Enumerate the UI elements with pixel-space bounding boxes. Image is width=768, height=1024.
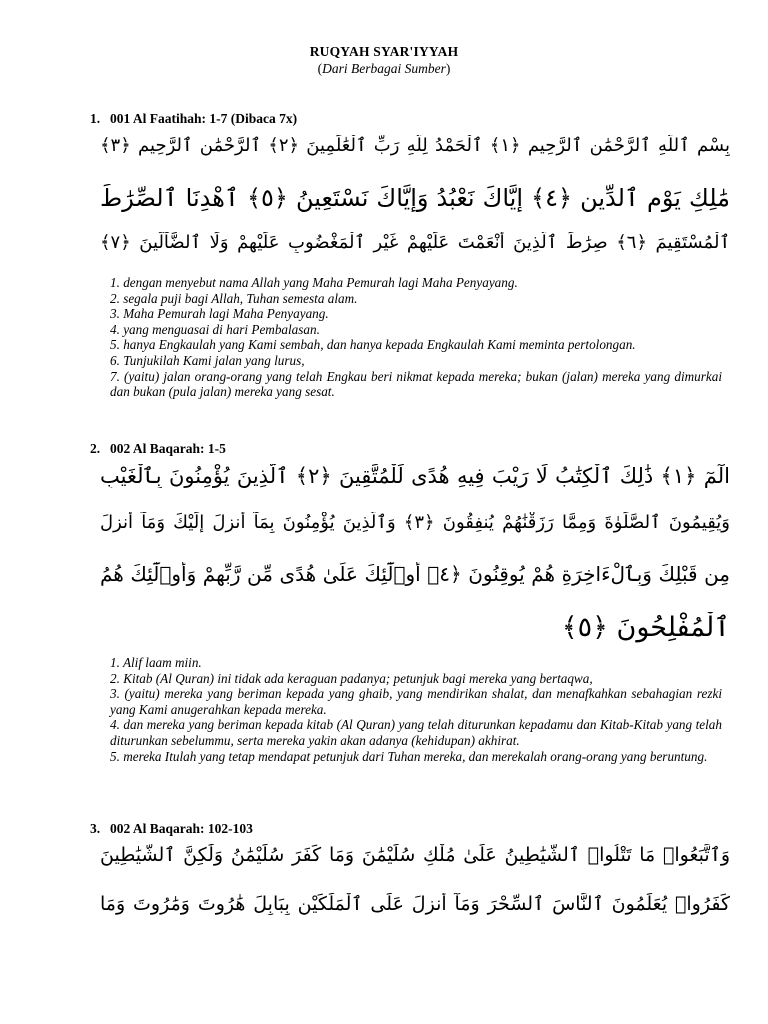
arabic-line: مِن قَبْلِكَ وَبِٱلْءَاخِرَةِ هُمْ يُوقِنُونَ ﴿٤﴾ أُو۟لَٰٓئِكَ عَلَىٰ هُدًى مِّن رَّبِّهِمْ وَأُو۟لَٰٓئِكَ هُمُ	[100, 562, 730, 586]
translation-line: 2. Kitab (Al Quran) ini tidak ada keraguan padanya; petunjuk bagi mereka yang bertaqwa,	[110, 670, 593, 686]
translation-block	[110, 655, 722, 764]
arabic-line: كَفَرُوا۟ يُعَلِّمُونَ ٱلنَّاسَ ٱلسِّحْرَ وَمَآ أُنزِلَ عَلَى ٱلْمَلَكَيْنِ بِبَابِلَ هَٰرُوتَ وَمَٰرُوتَ وَمَا	[100, 893, 730, 915]
section-title: 002 Al Baqarah: 102-103	[110, 821, 253, 836]
arabic-line: ٱلْمُسْتَقِيمَ ﴿٦﴾ صِرَٰطَ ٱلَّذِينَ أَنْعَمْتَ عَلَيْهِمْ غَيْرِ ٱلْمَغْضُوبِ عَلَيْهِمْ وَلَا ٱلضَّآلِّينَ ﴿٧﴾	[100, 232, 730, 253]
subtitle-close: )	[445, 61, 451, 76]
section-heading	[90, 111, 297, 127]
translation-line: 3. Maha Pemurah lagi Maha Penyayang.	[110, 306, 329, 322]
translation-line: 1. dengan menyebut nama Allah yang Maha Pemurah lagi Maha Penyayang.	[110, 275, 518, 290]
translation-line: 1. Alif laam miin.	[110, 655, 202, 670]
subtitle-open: (	[317, 61, 323, 76]
section-heading	[90, 821, 253, 837]
section-number: 2.	[90, 441, 101, 456]
translation-line: 3. (yaitu) mereka yang beriman kepada yang ghaib, yang mendirikan shalat, dan menafkahkan sebahagian rezki yang Kami anugerahkan kepada mereka.	[110, 686, 722, 717]
arabic-line: ٱلْمُفْلِحُونَ ﴿٥﴾	[561, 612, 730, 643]
arabic-line: الٓمٓ ﴿١﴾ ذَٰلِكَ ٱلْكِتَٰبُ لَا رَيْبَ فِيهِ هُدًى لِّلْمُتَّقِينَ ﴿٢﴾ ٱلَّذِينَ يُؤْمِنُونَ بِٱلْغَيْبِ	[100, 464, 730, 488]
page-subtitle	[0, 61, 768, 77]
translation-line: 4. dan mereka yang beriman kepada kitab (Al Quran) yang telah diturunkan kepadamu dan Kitab-Kitab yang telah diturunkan sebelummu, serta mereka yakin akan adanya (kehidupan) akhirat.	[110, 717, 722, 748]
translation-line: 5. mereka Itulah yang tetap mendapat petunjuk dari Tuhan mereka, dan merekalah orang-orang yang beruntung.	[110, 748, 708, 764]
section-title: 002 Al Baqarah: 1-5	[110, 441, 226, 456]
translation-line: 2. segala puji bagi Allah, Tuhan semesta alam.	[110, 290, 358, 306]
subtitle-text: Dari Berbagai Sumber	[322, 61, 446, 76]
section-heading	[90, 441, 226, 457]
arabic-line: مَٰلِكِ يَوْمِ ٱلدِّينِ ﴿٤﴾ إِيَّاكَ نَعْبُدُ وَإِيَّاكَ نَسْتَعِينُ ﴿٥﴾ ٱهْدِنَا ٱلصِّرَٰطَ	[100, 184, 730, 212]
translation-line: 5. hanya Engkaulah yang Kami sembah, dan hanya kepada Engkaulah Kami meminta pertolongan.	[110, 337, 636, 353]
arabic-line: وَٱتَّبَعُوا۟ مَا تَتْلُوا۟ ٱلشَّيَٰطِينُ عَلَىٰ مُلْكِ سُلَيْمَٰنَ وَمَا كَفَرَ سُلَيْمَٰنُ وَلَٰكِنَّ ٱلشَّيَٰطِينَ	[100, 844, 730, 866]
section-title: 001 Al Faatihah: 1-7 (Dibaca 7x)	[110, 111, 298, 126]
arabic-line: بِسْمِ ٱللَّهِ ٱلرَّحْمَٰنِ ٱلرَّحِيمِ ﴿١﴾ ٱلْحَمْدُ لِلَّهِ رَبِّ ٱلْعَٰلَمِينَ ﴿٢﴾ ٱلرَّحْمَٰنِ ٱلرَّحِيمِ ﴿٣﴾	[100, 135, 730, 156]
translation-line: 4. yang menguasai di hari Pembalasan.	[110, 321, 320, 337]
translation-line: 6. Tunjukilah Kami jalan yang lurus,	[110, 352, 305, 368]
arabic-line: وَيُقِيمُونَ ٱلصَّلَوٰةَ وَمِمَّا رَزَقْنَٰهُمْ يُنفِقُونَ ﴿٣﴾ وَٱلَّذِينَ يُؤْمِنُونَ بِمَآ أُنزِلَ إِلَيْكَ وَمَآ أُنزِلَ	[100, 512, 730, 533]
section-number: 3.	[90, 821, 101, 836]
translation-line: 7. (yaitu) jalan orang-orang yang telah Engkau beri nikmat kepada mereka; bukan (jalan) mereka yang dimurkai dan bukan (pula jalan) mereka yang sesat.	[110, 368, 722, 400]
page-title: RUQYAH SYAR'IYYAH	[309, 44, 459, 59]
section-number: 1.	[90, 111, 101, 126]
translation-block	[110, 275, 722, 400]
